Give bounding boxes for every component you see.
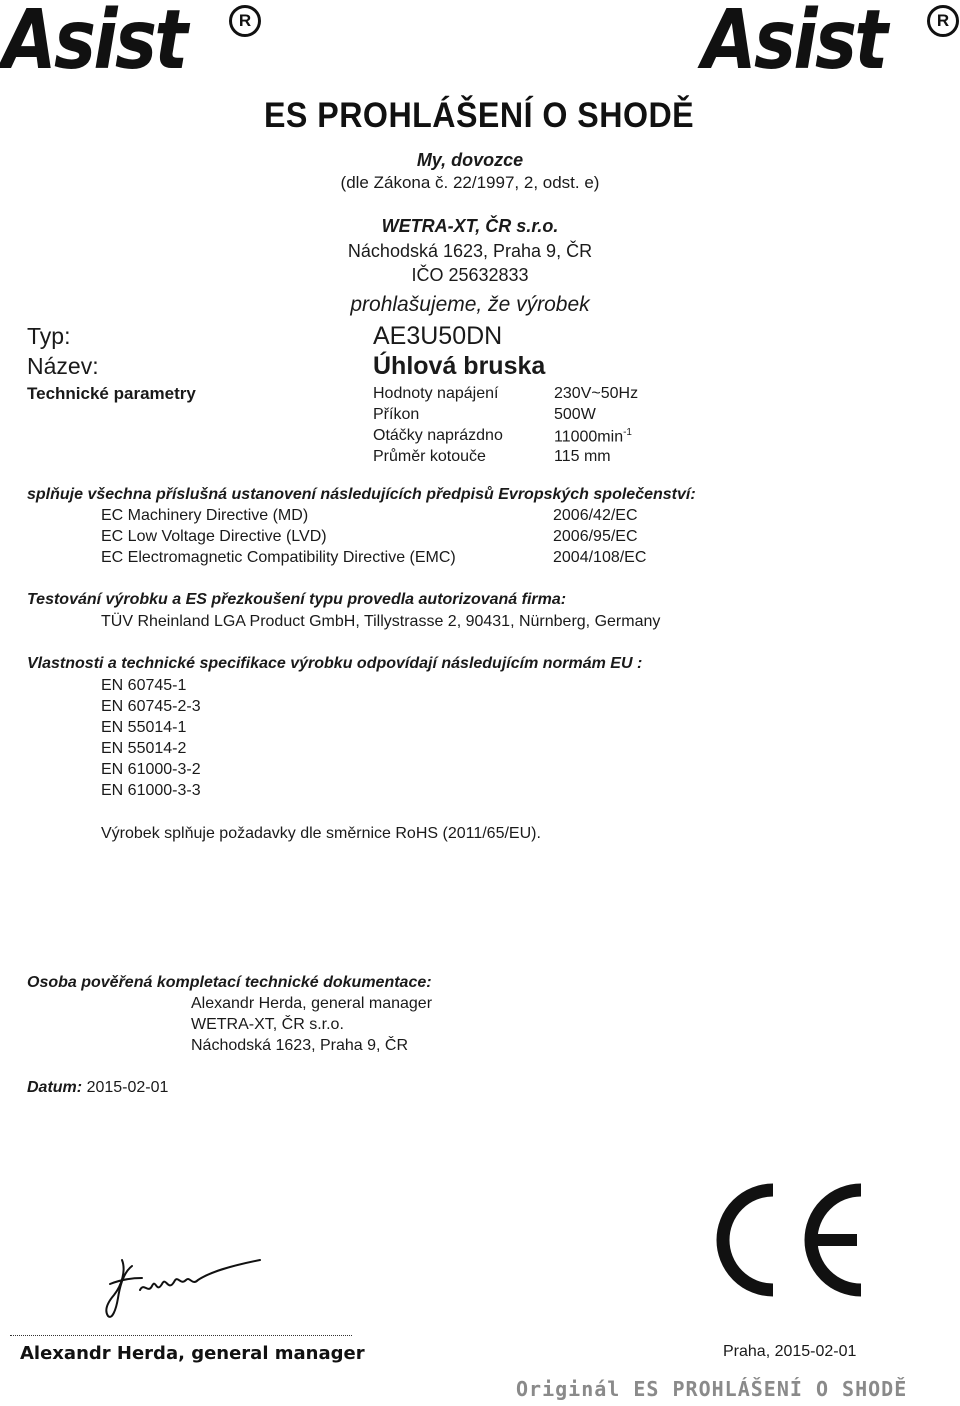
importer-law: (dle Zákona č. 22/1997, 2, odst. e) — [340, 173, 600, 192]
param-label: Průměr kotouče — [373, 448, 486, 465]
ce-mark — [705, 1180, 870, 1300]
type-label: Typ: — [27, 323, 71, 349]
testing-heading: Testování výrobku a ES přezkoušení typu provedla autorizovaná firma: — [27, 591, 567, 608]
directive-name: EC Low Voltage Directive (LVD) — [101, 528, 327, 545]
param-label: Hodnoty napájení — [373, 385, 499, 402]
documentation-line: Náchodská 1623, Praha 9, ČR — [191, 1037, 409, 1054]
standard-item: EN 61000-3-3 — [101, 782, 201, 799]
directive-name: EC Machinery Directive (MD) — [101, 507, 309, 524]
directives-heading: splňuje všechna příslušná ustanovení následujících předpisů Evropských společenství: — [27, 486, 696, 503]
standards-heading: Vlastnosti a technické specifikace výrobku odpovídají následujícím normám EU : — [27, 655, 643, 672]
documentation-heading: Osoba pověřená kompletací technické dokumentace: — [27, 974, 432, 991]
importer-name: WETRA-XT, ČR s.r.o. — [381, 216, 559, 236]
documentation-line: Alexandr Herda, general manager — [191, 995, 433, 1012]
standard-item: EN 60745-2-3 — [101, 698, 201, 715]
registered-mark-left: R — [229, 5, 261, 37]
param-value — [554, 427, 632, 446]
handwritten-signature — [100, 1250, 270, 1330]
rohs-statement: Výrobek splňuje požadavky dle směrnice RoHS (2011/65/EU). — [101, 825, 541, 842]
directive-name: EC Electromagnetic Compatibility Directive (EMC) — [101, 549, 456, 566]
signature-line — [10, 1335, 352, 1336]
standard-item: EN 55014-2 — [101, 740, 187, 757]
original-declaration-label: Originál ES PROHLÁŠENÍ O SHODĚ — [516, 1377, 908, 1401]
standard-item: EN 60745-1 — [101, 677, 187, 694]
registered-mark-right: R — [927, 5, 959, 37]
name-label: Název: — [27, 353, 99, 379]
importer-ico: IČO 25632833 — [411, 265, 529, 285]
signer-name: Alexandr Herda, general manager — [20, 1343, 365, 1364]
param-label: Otáčky naprázdno — [373, 427, 503, 444]
standard-item: EN 55014-1 — [101, 719, 187, 736]
name-value: Úhlová bruska — [373, 352, 546, 380]
testing-body: TÜV Rheinland LGA Product GmbH, Tillystrasse 2, 90431, Nürnberg, Germany — [101, 613, 661, 630]
document-title: ES PROHLÁŠENÍ O SHODĚ — [264, 96, 695, 135]
importer-address: Náchodská 1623, Praha 9, ČR — [347, 241, 593, 261]
directive-code: 2004/108/EC — [553, 549, 647, 566]
date-line — [27, 1079, 168, 1097]
param-value: 500W — [554, 406, 596, 423]
params-label: Technické parametry — [27, 384, 196, 403]
param-label: Příkon — [373, 406, 420, 423]
date-value: 2015-02-01 — [86, 1079, 169, 1096]
directive-code: 2006/95/EC — [553, 528, 638, 545]
documentation-line: WETRA-XT, ČR s.r.o. — [191, 1016, 344, 1033]
param-value-exponent: -1 — [623, 427, 632, 438]
asist-logo-left: Asist — [2, 0, 186, 88]
standard-item: EN 61000-3-2 — [101, 761, 201, 778]
param-value-number: 11000min — [554, 428, 624, 446]
place-date: Praha, 2015-02-01 — [723, 1343, 857, 1360]
param-value: 230V~50Hz — [554, 385, 639, 402]
asist-logo-right: Asist — [702, 0, 886, 88]
declaration-text: prohlašujeme, že výrobek — [350, 293, 590, 316]
type-value: AE3U50DN — [373, 322, 503, 350]
date-label: Datum: — [27, 1079, 83, 1096]
importer-heading: My, dovozce — [416, 150, 524, 170]
param-value: 115 mm — [554, 448, 611, 465]
directive-code: 2006/42/EC — [553, 507, 638, 524]
